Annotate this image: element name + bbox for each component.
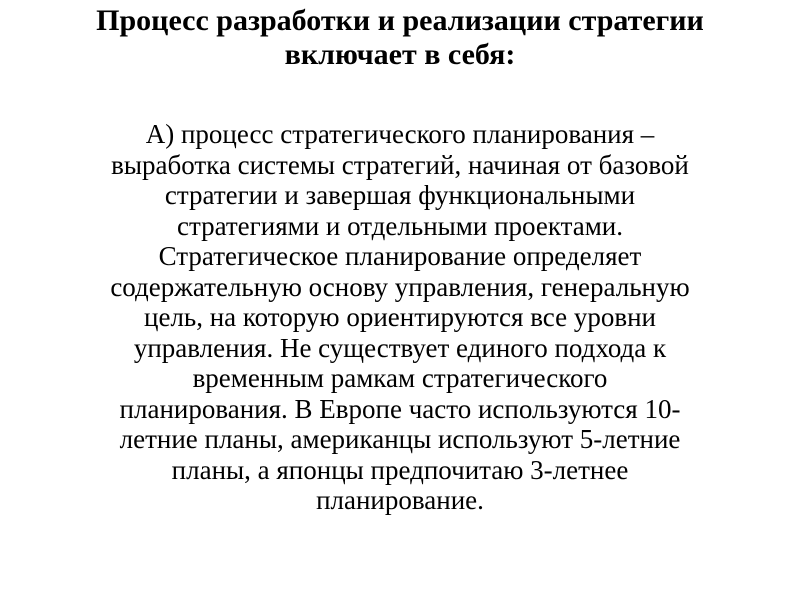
body-line: летние планы, американцы используют 5-летние (119, 424, 681, 454)
title-line: Процесс разработки и реализации стратегии (96, 4, 704, 37)
body-line: временным рамкам стратегического (192, 363, 608, 393)
body-line: выработка системы стратегий, начиная от базовой (111, 149, 689, 180)
body-line: стратегии и завершая функциональными (164, 180, 636, 210)
body-line: планирования. В Европе часто используются 10- (119, 393, 681, 424)
slide-title (18, 4, 782, 72)
title-line: включает в себя: (284, 38, 516, 71)
slide-body-paragraph (18, 119, 782, 516)
body-line: содержательную основу управления, генеральную (110, 271, 690, 302)
body-line: планирование. (316, 485, 484, 515)
body-line: цель, на которую ориентируются все уровни (144, 302, 656, 332)
body-line: управления. Не существует единого подхода к (133, 332, 667, 363)
body-line: планы, а японцы предпочитаю 3-летнее (171, 454, 629, 485)
body-line: Стратегическое планирование определяет (158, 241, 642, 271)
body-line: А) процесс стратегического планирования – (145, 119, 655, 149)
body-line: стратегиями и отдельными проектами. (176, 210, 623, 241)
